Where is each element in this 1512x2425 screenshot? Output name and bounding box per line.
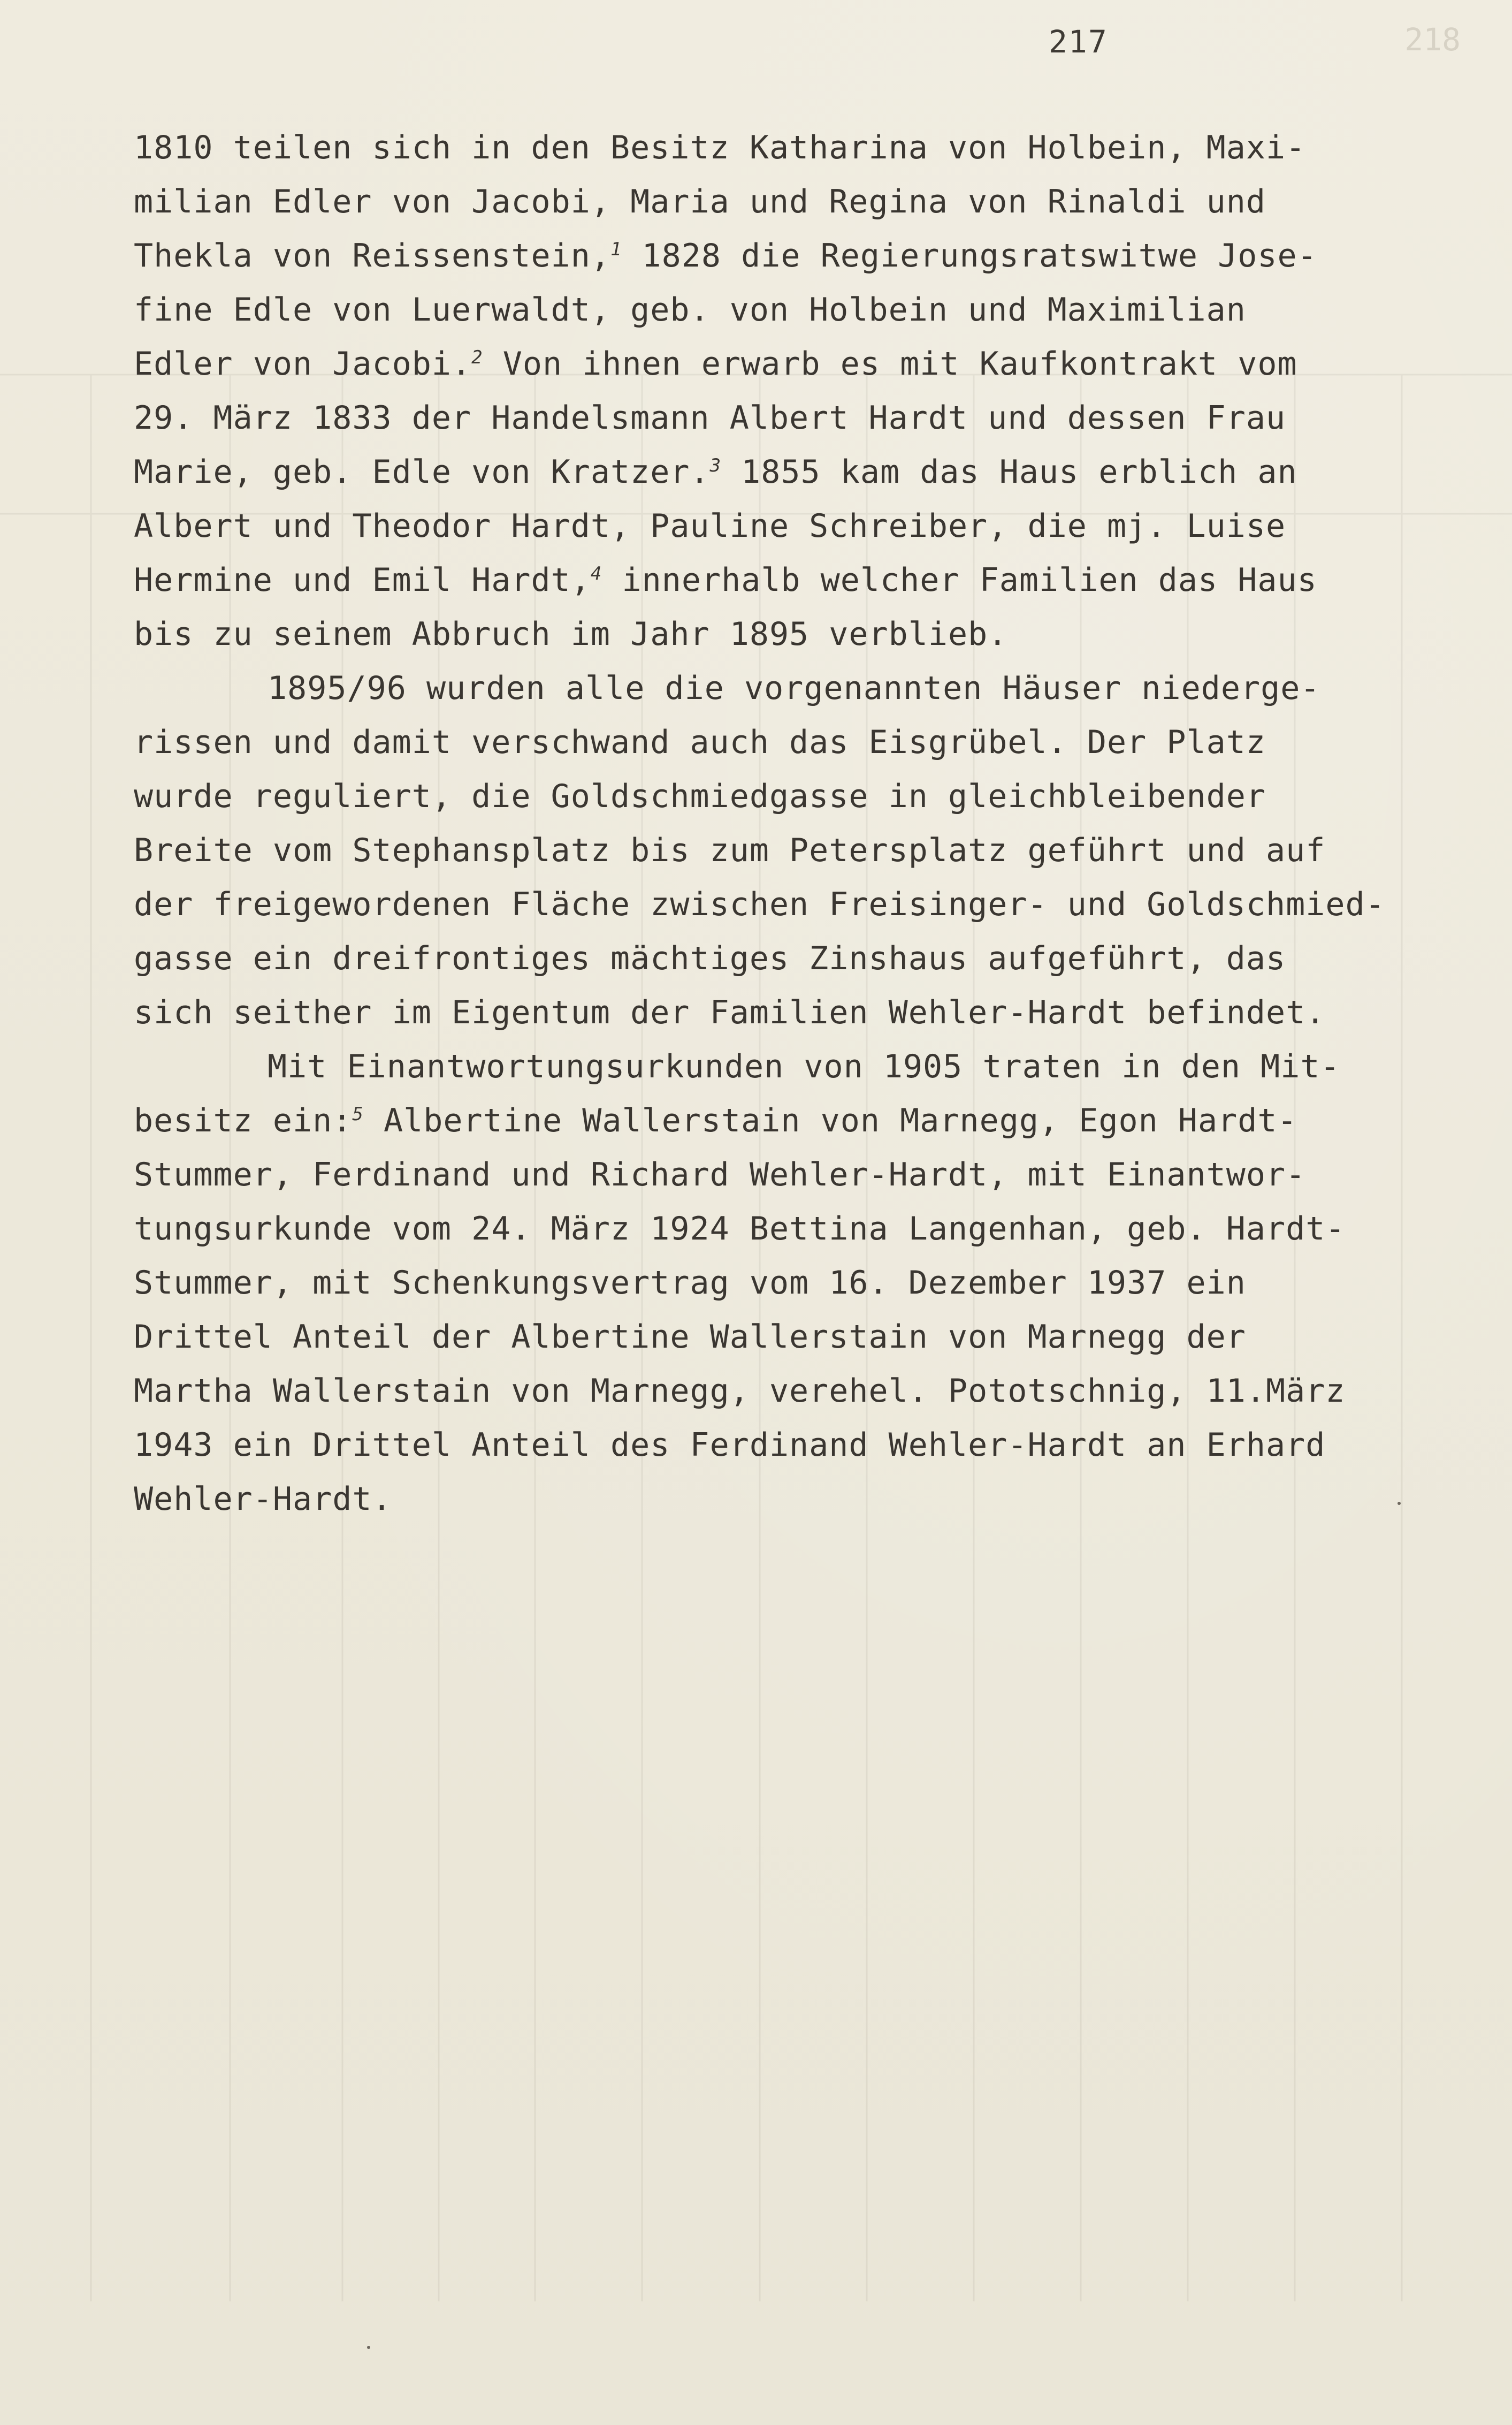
text-line — [134, 283, 1471, 337]
paragraph — [134, 1040, 1471, 1526]
text-segment: Drittel Anteil der Albertine Wallerstain von Marnegg der — [134, 1318, 1246, 1356]
text-segment: sich seither im Eigentum der Familien Wehler-Hardt befindet. — [134, 994, 1326, 1031]
text-line — [134, 607, 1471, 662]
ink-speck — [1398, 1502, 1401, 1505]
text-segment: 1810 teilen sich in den Besitz Katharina von Holbein, Maxi- — [134, 129, 1306, 166]
text-segment: tungsurkunde vom 24. März 1924 Bettina Langenhan, geb. Hardt- — [134, 1210, 1346, 1248]
text-segment: fine Edle von Luerwaldt, geb. von Holbein und Maximilian — [134, 291, 1246, 329]
text-line — [134, 986, 1471, 1040]
text-segment: gasse ein dreifrontiges mächtiges Zinshaus aufgeführt, das — [134, 940, 1286, 977]
text-segment: 1895/96 wurden alle die vorgenannten Häuser niederge- — [268, 670, 1320, 707]
footnote-marker: 4 — [590, 563, 602, 584]
footnote-marker: 2 — [471, 347, 483, 368]
text-segment: wurde reguliert, die Goldschmiedgasse in gleichbleibender — [134, 778, 1266, 815]
text-segment: milian Edler von Jacobi, Maria und Regina von Rinaldi und — [134, 183, 1266, 221]
text-line — [134, 716, 1471, 770]
text-segment: Marie, geb. Edle von Kratzer. — [134, 453, 710, 491]
text-segment: bis zu seinem Abbruch im Jahr 1895 verblieb. — [134, 615, 1008, 653]
text-line — [134, 1094, 1471, 1148]
text-line — [134, 229, 1471, 283]
text-segment: der freigewordenen Fläche zwischen Freisinger- und Goldschmied- — [134, 886, 1385, 923]
text-segment: Edler von Jacobi. — [134, 345, 472, 383]
text-segment: innerhalb welcher Familien das Haus — [602, 561, 1317, 599]
text-segment: Von ihnen erwarb es mit Kaufkontrakt vom — [483, 345, 1297, 383]
text-segment: Stummer, mit Schenkungsvertrag vom 16. Dezember 1937 ein — [134, 1264, 1246, 1302]
text-segment: Wehler-Hardt. — [134, 1480, 392, 1518]
footnote-marker: 1 — [610, 239, 622, 260]
text-line — [134, 553, 1471, 607]
text-line — [134, 391, 1471, 445]
ink-speck — [367, 2346, 370, 2349]
paragraph — [134, 121, 1471, 662]
body-text — [134, 121, 1471, 1526]
text-line — [134, 1364, 1471, 1418]
text-line — [134, 1472, 1471, 1526]
text-segment: rissen und damit verschwand auch das Eisgrübel. Der Platz — [134, 724, 1266, 761]
text-line — [134, 175, 1471, 229]
text-line — [134, 1256, 1471, 1310]
text-segment: Albertine Wallerstain von Marnegg, Egon Hardt- — [363, 1102, 1297, 1139]
text-line — [134, 662, 1471, 716]
text-segment: 29. März 1833 der Handelsmann Albert Hardt und dessen Frau — [134, 399, 1286, 437]
text-line — [134, 1202, 1471, 1256]
text-line — [134, 1148, 1471, 1202]
text-line — [134, 1040, 1471, 1094]
text-segment: Hermine und Emil Hardt, — [134, 561, 591, 599]
text-line — [134, 770, 1471, 824]
text-line — [134, 121, 1471, 175]
page-number: 217 — [1049, 24, 1108, 60]
text-segment: Albert und Theodor Hardt, Pauline Schreiber, die mj. Luise — [134, 507, 1286, 545]
text-segment: Thekla von Reissenstein, — [134, 237, 610, 275]
text-segment: 1855 kam das Haus erblich an — [721, 453, 1297, 491]
text-line — [134, 337, 1471, 391]
text-line — [134, 445, 1471, 499]
text-segment: Breite vom Stephansplatz bis zum Petersplatz geführt und auf — [134, 832, 1326, 869]
text-line — [134, 824, 1471, 878]
text-line — [134, 1310, 1471, 1364]
text-segment: Mit Einantwortungsurkunden von 1905 traten in den Mit- — [268, 1048, 1340, 1085]
text-line — [134, 878, 1471, 932]
ghost-page-number: 218 — [1404, 21, 1461, 58]
text-line — [134, 1418, 1471, 1472]
text-segment: Martha Wallerstain von Marnegg, verehel. Pototschnig, 11.März — [134, 1372, 1346, 1410]
footnote-marker: 5 — [352, 1104, 364, 1125]
text-segment: 1828 die Regierungsratswitwe Jose- — [622, 237, 1317, 275]
text-line — [134, 932, 1471, 986]
footnote-marker: 3 — [709, 455, 722, 476]
paragraph — [134, 662, 1471, 1040]
text-line — [134, 499, 1471, 553]
text-segment: 1943 ein Drittel Anteil des Ferdinand Wehler-Hardt an Erhard — [134, 1426, 1326, 1464]
text-segment: besitz ein: — [134, 1102, 353, 1139]
text-segment: Stummer, Ferdinand und Richard Wehler-Hardt, mit Einantwor- — [134, 1156, 1306, 1194]
